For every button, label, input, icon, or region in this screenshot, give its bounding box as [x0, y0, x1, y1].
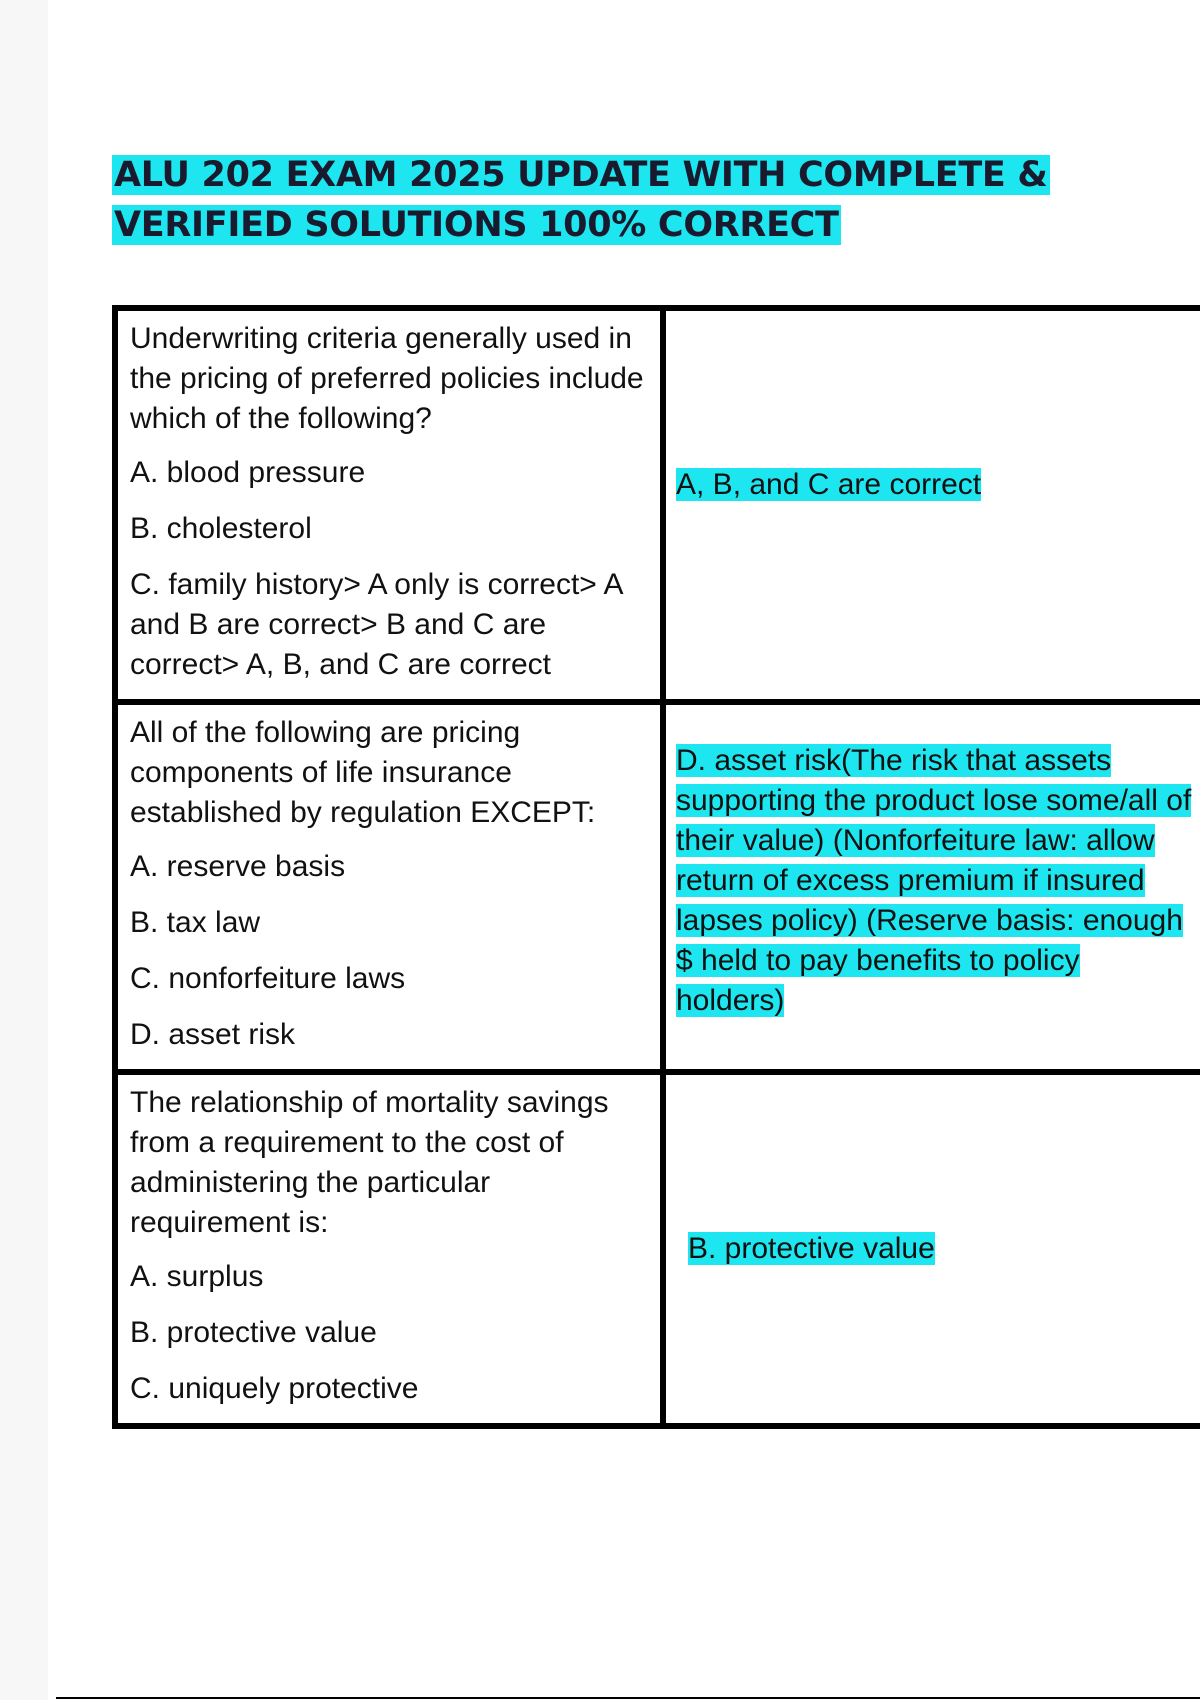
question-stem: Underwriting criteria generally used in the pricing of preferred policies include which of the following?	[130, 322, 644, 435]
answer-option: C. uniquely protective	[130, 1372, 419, 1405]
answer-option: A. surplus	[130, 1260, 264, 1293]
qa-row	[115, 1072, 1200, 1426]
correct-answer: D. asset risk(The risk that assets supporting the product lose some/all of their value) (Nonforfeiture law: allow return of excess premium if insured lapses policy) (Reserve basis: enough $ held to pay benefits to policy holders)	[676, 744, 1192, 1017]
question-cell	[115, 308, 663, 702]
correct-answer: B. protective value	[688, 1232, 935, 1265]
answer-cell	[663, 308, 1200, 702]
answer-option: C. family history> A only is correct> A and B are correct> B and C are correct> A, B, and C are correct	[130, 568, 622, 681]
footer-rule	[56, 1697, 1200, 1699]
page-margin	[0, 0, 48, 1700]
answer-option: D. asset risk	[130, 1018, 296, 1051]
document-title	[112, 150, 1050, 250]
question-cell	[115, 702, 663, 1072]
answer-option: A. blood pressure	[130, 456, 366, 489]
title-line-1: ALU 202 EXAM 2025 UPDATE WITH COMPLETE &	[114, 155, 1048, 195]
answer-option: B. cholesterol	[130, 512, 312, 545]
answer-cell	[663, 1072, 1200, 1426]
question-cell	[115, 1072, 663, 1426]
answer-option: B. protective value	[130, 1316, 377, 1349]
qa-table	[112, 305, 1200, 1429]
qa-row	[115, 308, 1200, 702]
correct-answer: A, B, and C are correct	[676, 468, 982, 501]
qa-row	[115, 702, 1200, 1072]
answer-option: B. tax law	[130, 906, 261, 939]
answer-option: A. reserve basis	[130, 850, 346, 883]
answer-cell	[663, 702, 1200, 1072]
question-stem: All of the following are pricing components of life insurance established by regulation EXCEPT:	[130, 716, 596, 829]
answer-option: C. nonforfeiture laws	[130, 962, 406, 995]
question-stem: The relationship of mortality savings from a requirement to the cost of administering the particular requirement is:	[130, 1086, 609, 1239]
title-line-2: VERIFIED SOLUTIONS 100% CORRECT	[114, 205, 839, 245]
